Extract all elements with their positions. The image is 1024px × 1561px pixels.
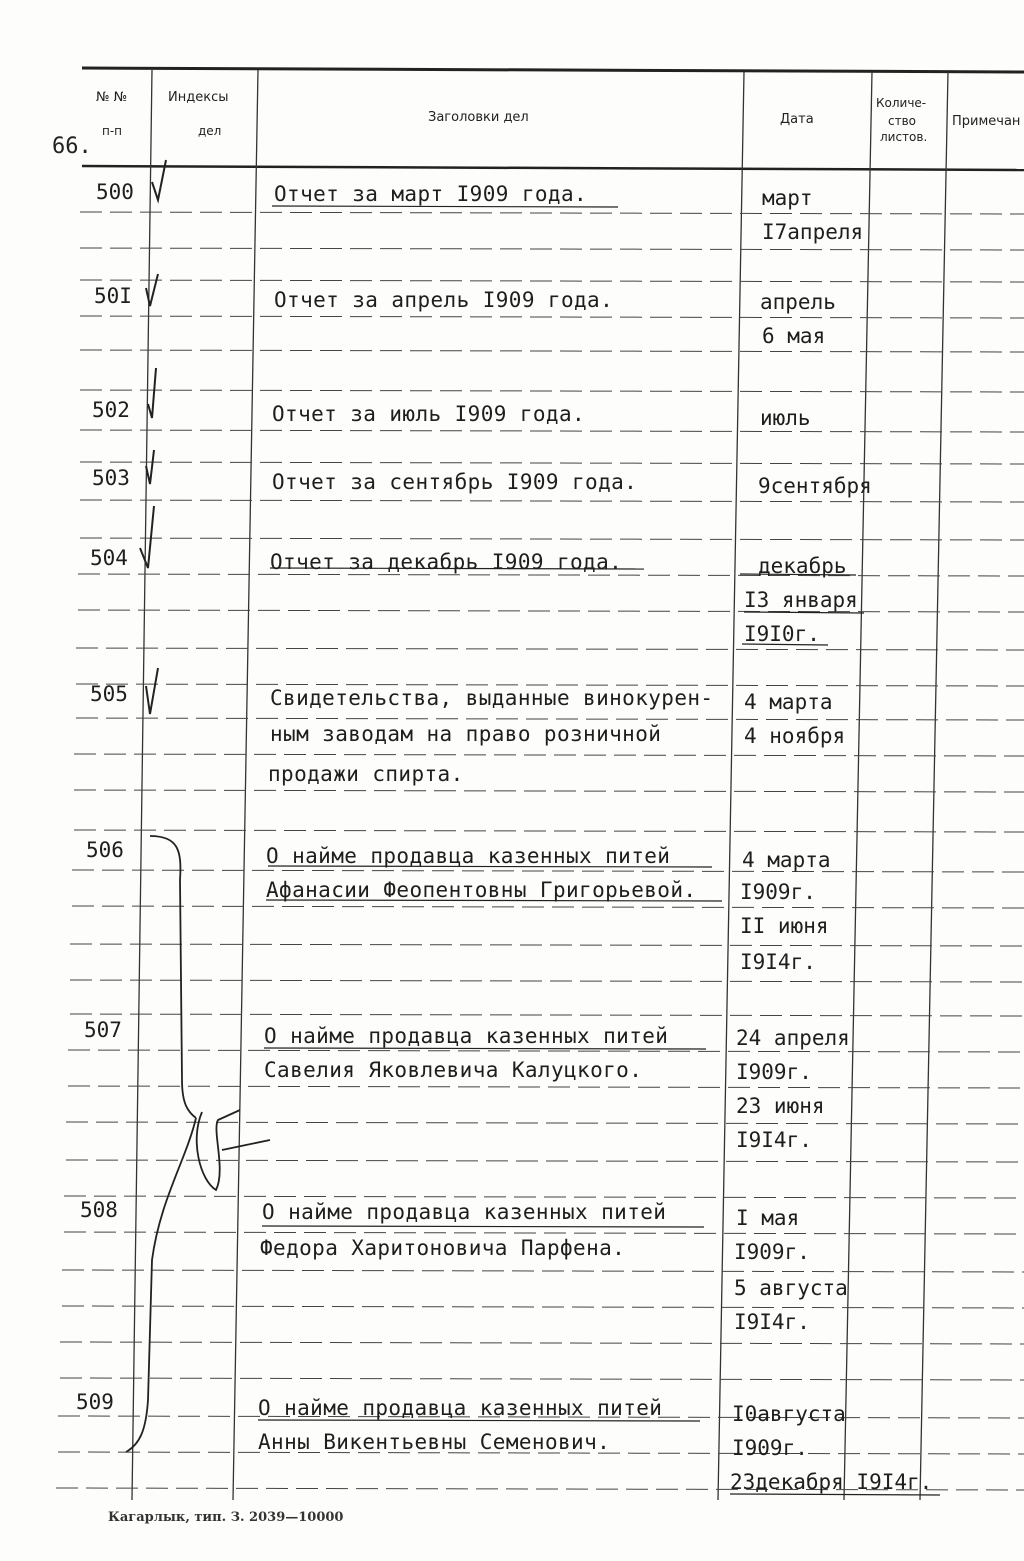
header-sheets-1: Количе- — [876, 96, 927, 110]
row-date: I мая — [736, 1206, 800, 1230]
row-title: Отчет за апрель I909 года. — [274, 288, 614, 312]
row-title: О найме продавца казенных питей — [266, 844, 671, 868]
row-title: Отчет за июль I909 года. — [272, 402, 586, 426]
row-title: О найме продавца казенных питей — [264, 1024, 669, 1048]
row-title: Отчет за март I909 года. — [274, 182, 588, 206]
row-date: 6 мая — [762, 324, 826, 348]
header-titles: Заголовки дел — [428, 110, 529, 125]
row-title: Свидетельства, выданные винокурен- — [270, 686, 714, 710]
row-title: Отчет за сентябрь I909 года. — [272, 470, 638, 494]
row-date: I909г. — [734, 1240, 810, 1264]
row-title: Отчет за декабрь I909 года. — [270, 550, 623, 574]
header-index-top: Индексы — [168, 90, 229, 105]
row-date: I3 января — [744, 588, 858, 612]
printer-imprint: Кагарлык, тип. З. 2039—10000 — [108, 1510, 344, 1525]
row-date: I909г. — [736, 1060, 812, 1084]
row-title: Федора Харитоновича Парфена. — [260, 1236, 626, 1260]
row-date: июль — [760, 406, 811, 430]
row-date: I9I4г. — [734, 1310, 810, 1334]
row-number: 507 — [84, 1018, 122, 1042]
header-sheets-2: ство — [888, 114, 917, 128]
header-number-top: № № — [96, 90, 128, 105]
row-date: 9сентября — [758, 474, 872, 498]
handwritten-bracket — [126, 836, 270, 1452]
row-number: 505 — [90, 682, 128, 706]
row-date: 4 ноября — [744, 724, 846, 748]
row-date: I7апреля — [762, 220, 864, 244]
row-number: 504 — [90, 546, 128, 570]
header-index-bottom: дел — [198, 124, 222, 138]
row-number: 503 — [92, 466, 130, 490]
row-title: Афанасии Феопентовны Григорьевой. — [266, 878, 697, 902]
row-number: 509 — [76, 1390, 114, 1414]
row-date: I9I4г. — [740, 950, 816, 974]
row-date: I9I4г. — [736, 1128, 812, 1152]
row-title: продажи спирта. — [268, 762, 464, 786]
row-number: 50I — [94, 284, 132, 308]
row-date: 23декабря I9I4г. — [730, 1470, 933, 1494]
page-number: 66. — [52, 134, 92, 159]
row-date: I909г. — [732, 1436, 808, 1460]
header-date: Дата — [780, 112, 814, 127]
header-number-bottom: п-п — [102, 124, 123, 138]
row-title: ным заводам на право розничной — [270, 722, 662, 746]
row-title: Анны Викентьевны Семенович. — [258, 1430, 611, 1454]
row-date: I909г. — [740, 880, 816, 904]
row-number: 506 — [86, 838, 124, 862]
row-date: март — [762, 186, 813, 210]
row-date: II июня — [740, 914, 829, 938]
row-number: 500 — [96, 180, 134, 204]
row-number: 508 — [80, 1198, 118, 1222]
row-title: Савелия Яковлевича Калуцкого. — [264, 1058, 643, 1082]
row-title: О найме продавца казенных питей — [262, 1200, 667, 1224]
row-title: О найме продавца казенных питей — [258, 1396, 663, 1420]
row-date: 24 апреля — [736, 1026, 850, 1050]
row-date: 5 августа — [734, 1276, 848, 1300]
header-notes: Примечан — [952, 114, 1021, 129]
row-date: декабрь — [758, 554, 847, 578]
row-date: апрель — [760, 290, 836, 314]
row-date: 23 июня — [736, 1094, 825, 1118]
row-date: I0августа — [732, 1402, 846, 1426]
row-date: 4 марта — [744, 690, 833, 714]
row-date: I9I0г. — [744, 622, 820, 646]
row-number: 502 — [92, 398, 130, 422]
header-sheets-3: листов. — [880, 130, 928, 144]
row-date: 4 марта — [742, 848, 831, 872]
